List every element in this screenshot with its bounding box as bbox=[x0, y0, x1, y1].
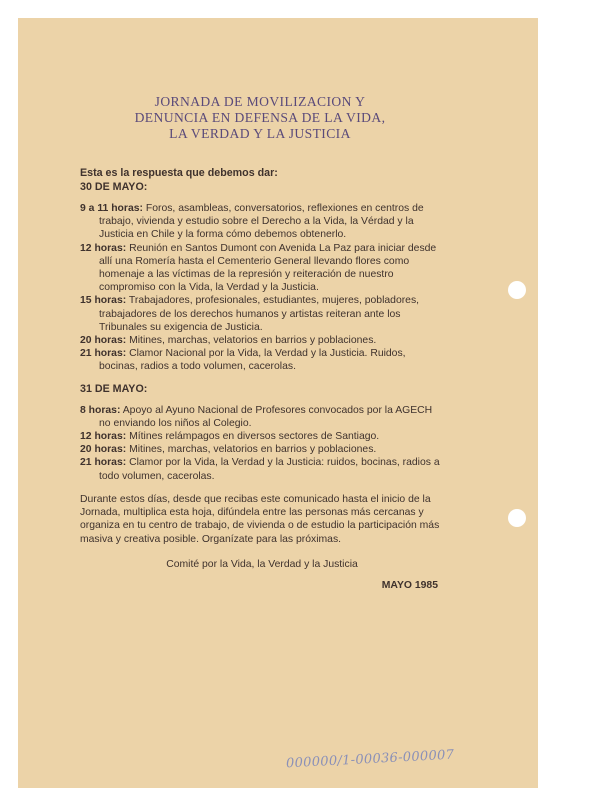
schedule-item bbox=[80, 242, 444, 295]
schedule-item bbox=[80, 294, 444, 334]
schedule-text: Trabajadores, profesionales, estudiantes, mujeres, pobladores, trabajadores de los derechos humanos y artistas reiteran ante los Tribunales su exigencia de Justicia. bbox=[99, 295, 420, 333]
schedule-time: 21 horas: bbox=[80, 348, 127, 360]
closing-paragraph: Durante estos días, desde que recibas este comunicado hasta el inicio de la Jornada, multiplica esta hoja, difúndela entre las personas más cercanas y organiza en tu centro de trabajo, de vivienda o de estudio la participación más masiva y creativa posible. Organízate para las próximas. bbox=[80, 493, 440, 545]
signature: Comité por la Vida, la Verdad y la Justicia bbox=[166, 559, 358, 571]
title-line: DENUNCIA EN DEFENSA DE LA VIDA, bbox=[134, 110, 386, 125]
document-date: MAYO 1985 bbox=[381, 580, 438, 592]
intro-text: Esta es la respuesta que debemos dar: bbox=[80, 167, 278, 179]
schedule-item bbox=[80, 347, 444, 373]
schedule-text: Clamor Nacional por la Vida, la Verdad y la Justicia. Ruidos, bocinas, radios a todo volumen, cacerolas. bbox=[99, 348, 406, 373]
schedule-item bbox=[80, 456, 444, 482]
schedule-time: 20 horas: bbox=[80, 444, 127, 456]
document-title bbox=[76, 94, 444, 142]
day-heading: 31 DE MAYO: bbox=[80, 382, 148, 395]
schedule-day-2 bbox=[80, 404, 444, 483]
spacer bbox=[80, 374, 444, 382]
schedule-time: 20 horas: bbox=[80, 335, 127, 347]
schedule-time: 9 a 11 horas: bbox=[80, 203, 143, 214]
schedule-time: 12 horas: bbox=[80, 431, 127, 443]
schedule-text: Mítines relámpagos en diversos sectores de Santiago. bbox=[129, 431, 380, 443]
schedule-text: Clamor por la Vida, la Verdad y la Justicia: ruidos, bocinas, radios a todo volumen, cacerolas. bbox=[99, 457, 440, 482]
schedule-text: Mitines, marchas, velatorios en barrios y poblaciones. bbox=[129, 335, 377, 347]
schedule-item bbox=[80, 334, 444, 347]
schedule-item bbox=[80, 430, 444, 443]
schedule-time: 12 horas: bbox=[80, 242, 127, 254]
schedule-text: Foros, asambleas, conversatorios, reflexiones en centros de trabajo, vivienda y estudio sobre el Derecho a la Vida, la Vérdad y la Justicia en Chile y la forma cómo debemos obtenerlo. bbox=[99, 203, 424, 241]
schedule-text: Reunión en Santos Dumont con Avenida La Paz para iniciar desde allí una Romería hasta el Cementerio General llevando flores como homenaje a las víctimas de la represión y reiteración de nuestro compromiso con la Vida, la Verdad y la Justicia. bbox=[99, 242, 437, 294]
title-line: LA VERDAD Y LA JUSTICIA bbox=[169, 126, 351, 141]
schedule-text: Apoyo al Ayuno Nacional de Profesores convocados por la AGECH no enviando los niños al Colegio. bbox=[99, 404, 433, 429]
document-body bbox=[80, 94, 444, 591]
schedule-day-1 bbox=[80, 202, 444, 374]
day-heading: 30 DE MAYO: bbox=[80, 181, 148, 193]
schedule-item bbox=[80, 443, 444, 456]
schedule-time: 21 horas: bbox=[80, 457, 127, 469]
schedule-item bbox=[80, 202, 444, 242]
schedule-time: 8 horas: bbox=[80, 404, 121, 416]
schedule-item bbox=[80, 404, 444, 430]
archive-number: 000000/1-00036-000007 bbox=[285, 747, 455, 772]
schedule-text: Mitines, marchas, velatorios en barrios y poblaciones. bbox=[129, 444, 377, 456]
punch-hole bbox=[508, 281, 526, 299]
schedule-time: 15 horas: bbox=[80, 295, 127, 307]
punch-hole bbox=[508, 509, 526, 527]
title-line: JORNADA DE MOVILIZACION Y bbox=[154, 94, 366, 109]
